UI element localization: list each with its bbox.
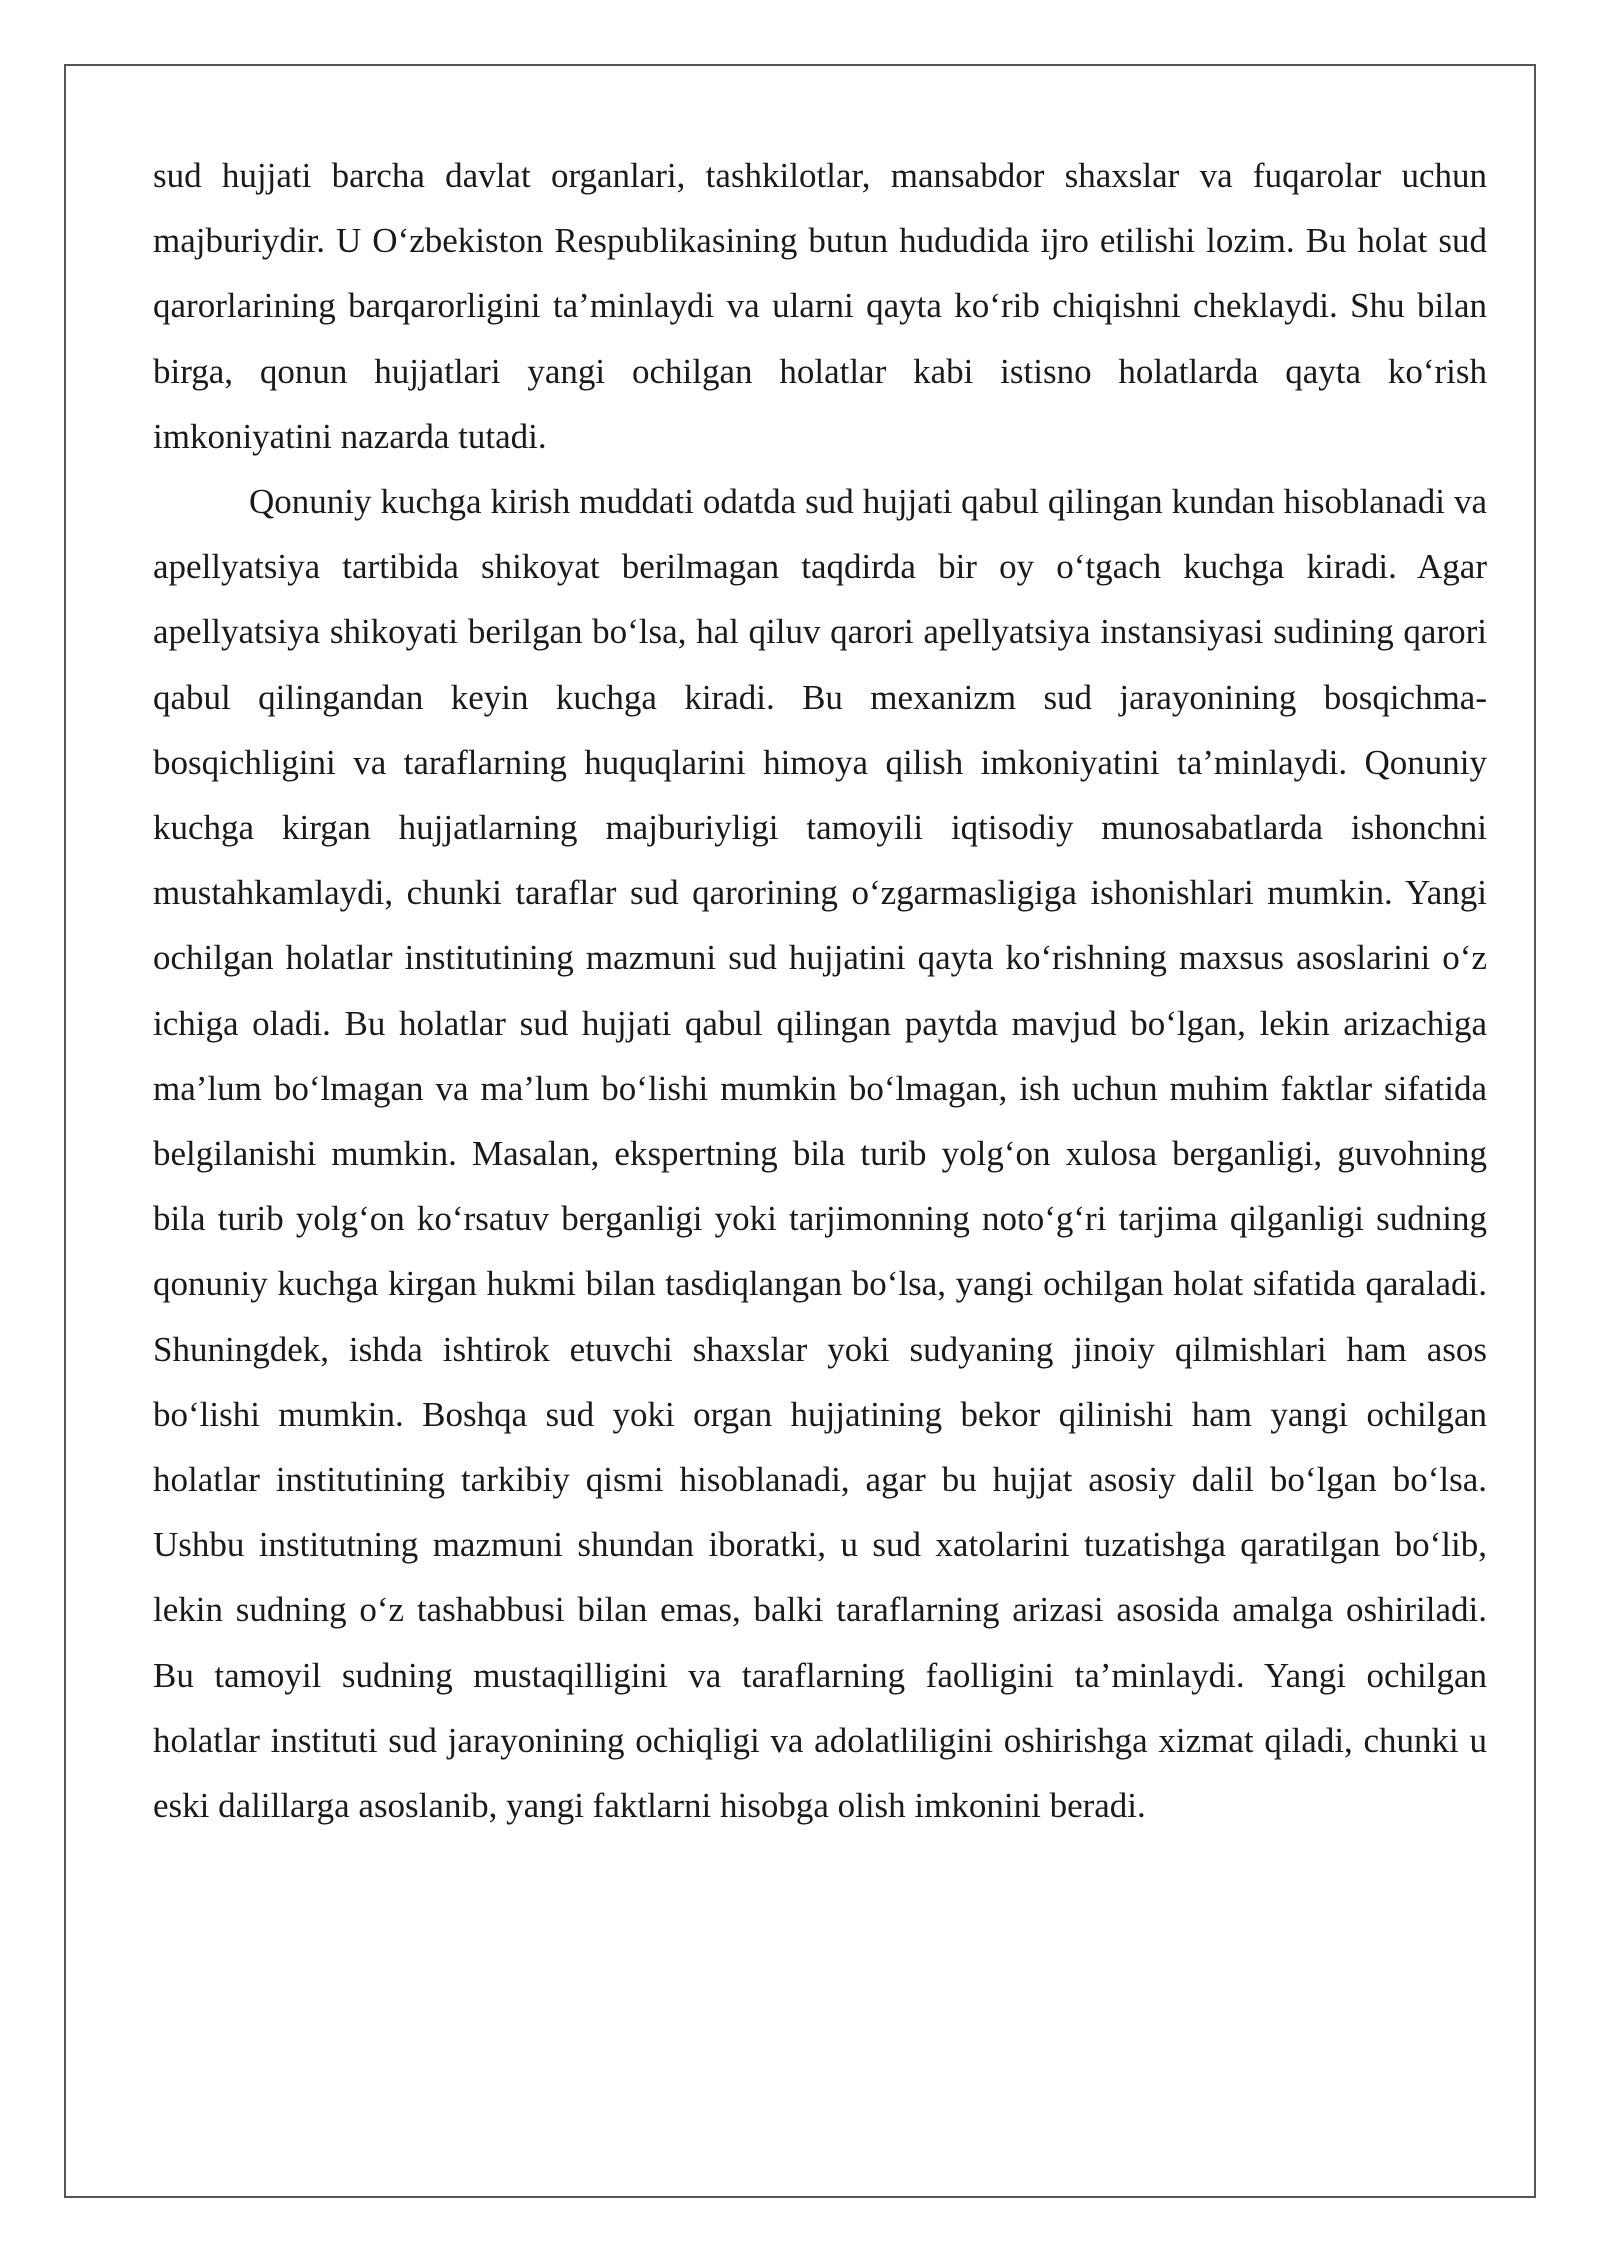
document-body: [153, 143, 1487, 1838]
paragraph-continuation: sud hujjati barcha davlat organlari, tashkilotlar, mansabdor shaxslar va fuqarolar uchun majburiydir. U O‘zbekiston Respublikasining butun hududida ijro etilishi lozim. Bu holat sud qarorlarining barqarorligini ta’minlaydi va ularni qayta ko‘rib chiqishni cheklaydi. Shu bilan birga, qonun hujjatlari yangi ochilgan holatlar kabi istisno holatlarda qayta ko‘rish imkoniyatini nazarda tutadi.: [153, 156, 1487, 456]
paragraph-legal-force: Qonuniy kuchga kirish muddati odatda sud hujjati qabul qilingan kundan hisoblanadi va apellyatsiya tartibida shikoyat berilmagan taqdirda bir oy o‘tgach kuchga kiradi. Agar apellyatsiya shikoyati berilgan bo‘lsa, hal qiluv qarori apellyatsiya instansiyasi sudining qarori qabul qilingandan keyin kuchga kiradi. Bu mexanizm sud jarayonining bosqichma-bosqichligini va taraflarning huquqlarini himoya qilish imkoniyatini ta’minlaydi. Qonuniy kuchga kirgan hujjatlarning majburiyligi tamoyili iqtisodiy munosabatlarda ishonchni mustahkamlaydi, chunki taraflar sud qarorining o‘zgarmasligiga ishonishlari mumkin. Yangi ochilgan holatlar institutining mazmuni sud hujjatini qayta ko‘rishning maxsus asoslarini o‘z ichiga oladi. Bu holatlar sud hujjati qabul qilingan paytda mavjud bo‘lgan, lekin arizachiga ma’lum bo‘lmagan va ma’lum bo‘lishi mumkin bo‘lmagan, ish uchun muhim faktlar sifatida belgilanishi mumkin. Masalan, ekspertning bila turib yolg‘on xulosa berganligi, guvohning bila turib yolg‘on ko‘rsatuv berganligi yoki tarjimonning noto‘g‘ri tarjima qilganligi sudning qonuniy kuchga kirgan hukmi bilan tasdiqlangan bo‘lsa, yangi ochilgan holat sifatida qaraladi. Shuningdek, ishda ishtirok etuvchi shaxslar yoki sudyaning jinoiy qilmishlari ham asos bo‘lishi mumkin. Boshqa sud yoki organ hujjatining bekor qilinishi ham yangi ochilgan holatlar institutining tarkibiy qismi hisoblanadi, agar bu hujjat asosiy dalil bo‘lgan bo‘lsa. Ushbu institutning mazmuni shundan iboratki, u sud xatolarini tuzatishga qaratilgan bo‘lib, lekin sudning o‘z tashabbusi bilan emas, balki taraflarning arizasi asosida amalga oshiriladi. Bu tamoyil sudning mustaqilligini va taraflarning faolligini ta’minlaydi. Yangi ochilgan holatlar instituti sud jarayonining ochiqligi va adolatliligini oshirishga xizmat qiladi, chunki u eski dalillarga asoslanib, yangi faktlarni hisobga olish imkonini beradi.: [153, 482, 1487, 1826]
